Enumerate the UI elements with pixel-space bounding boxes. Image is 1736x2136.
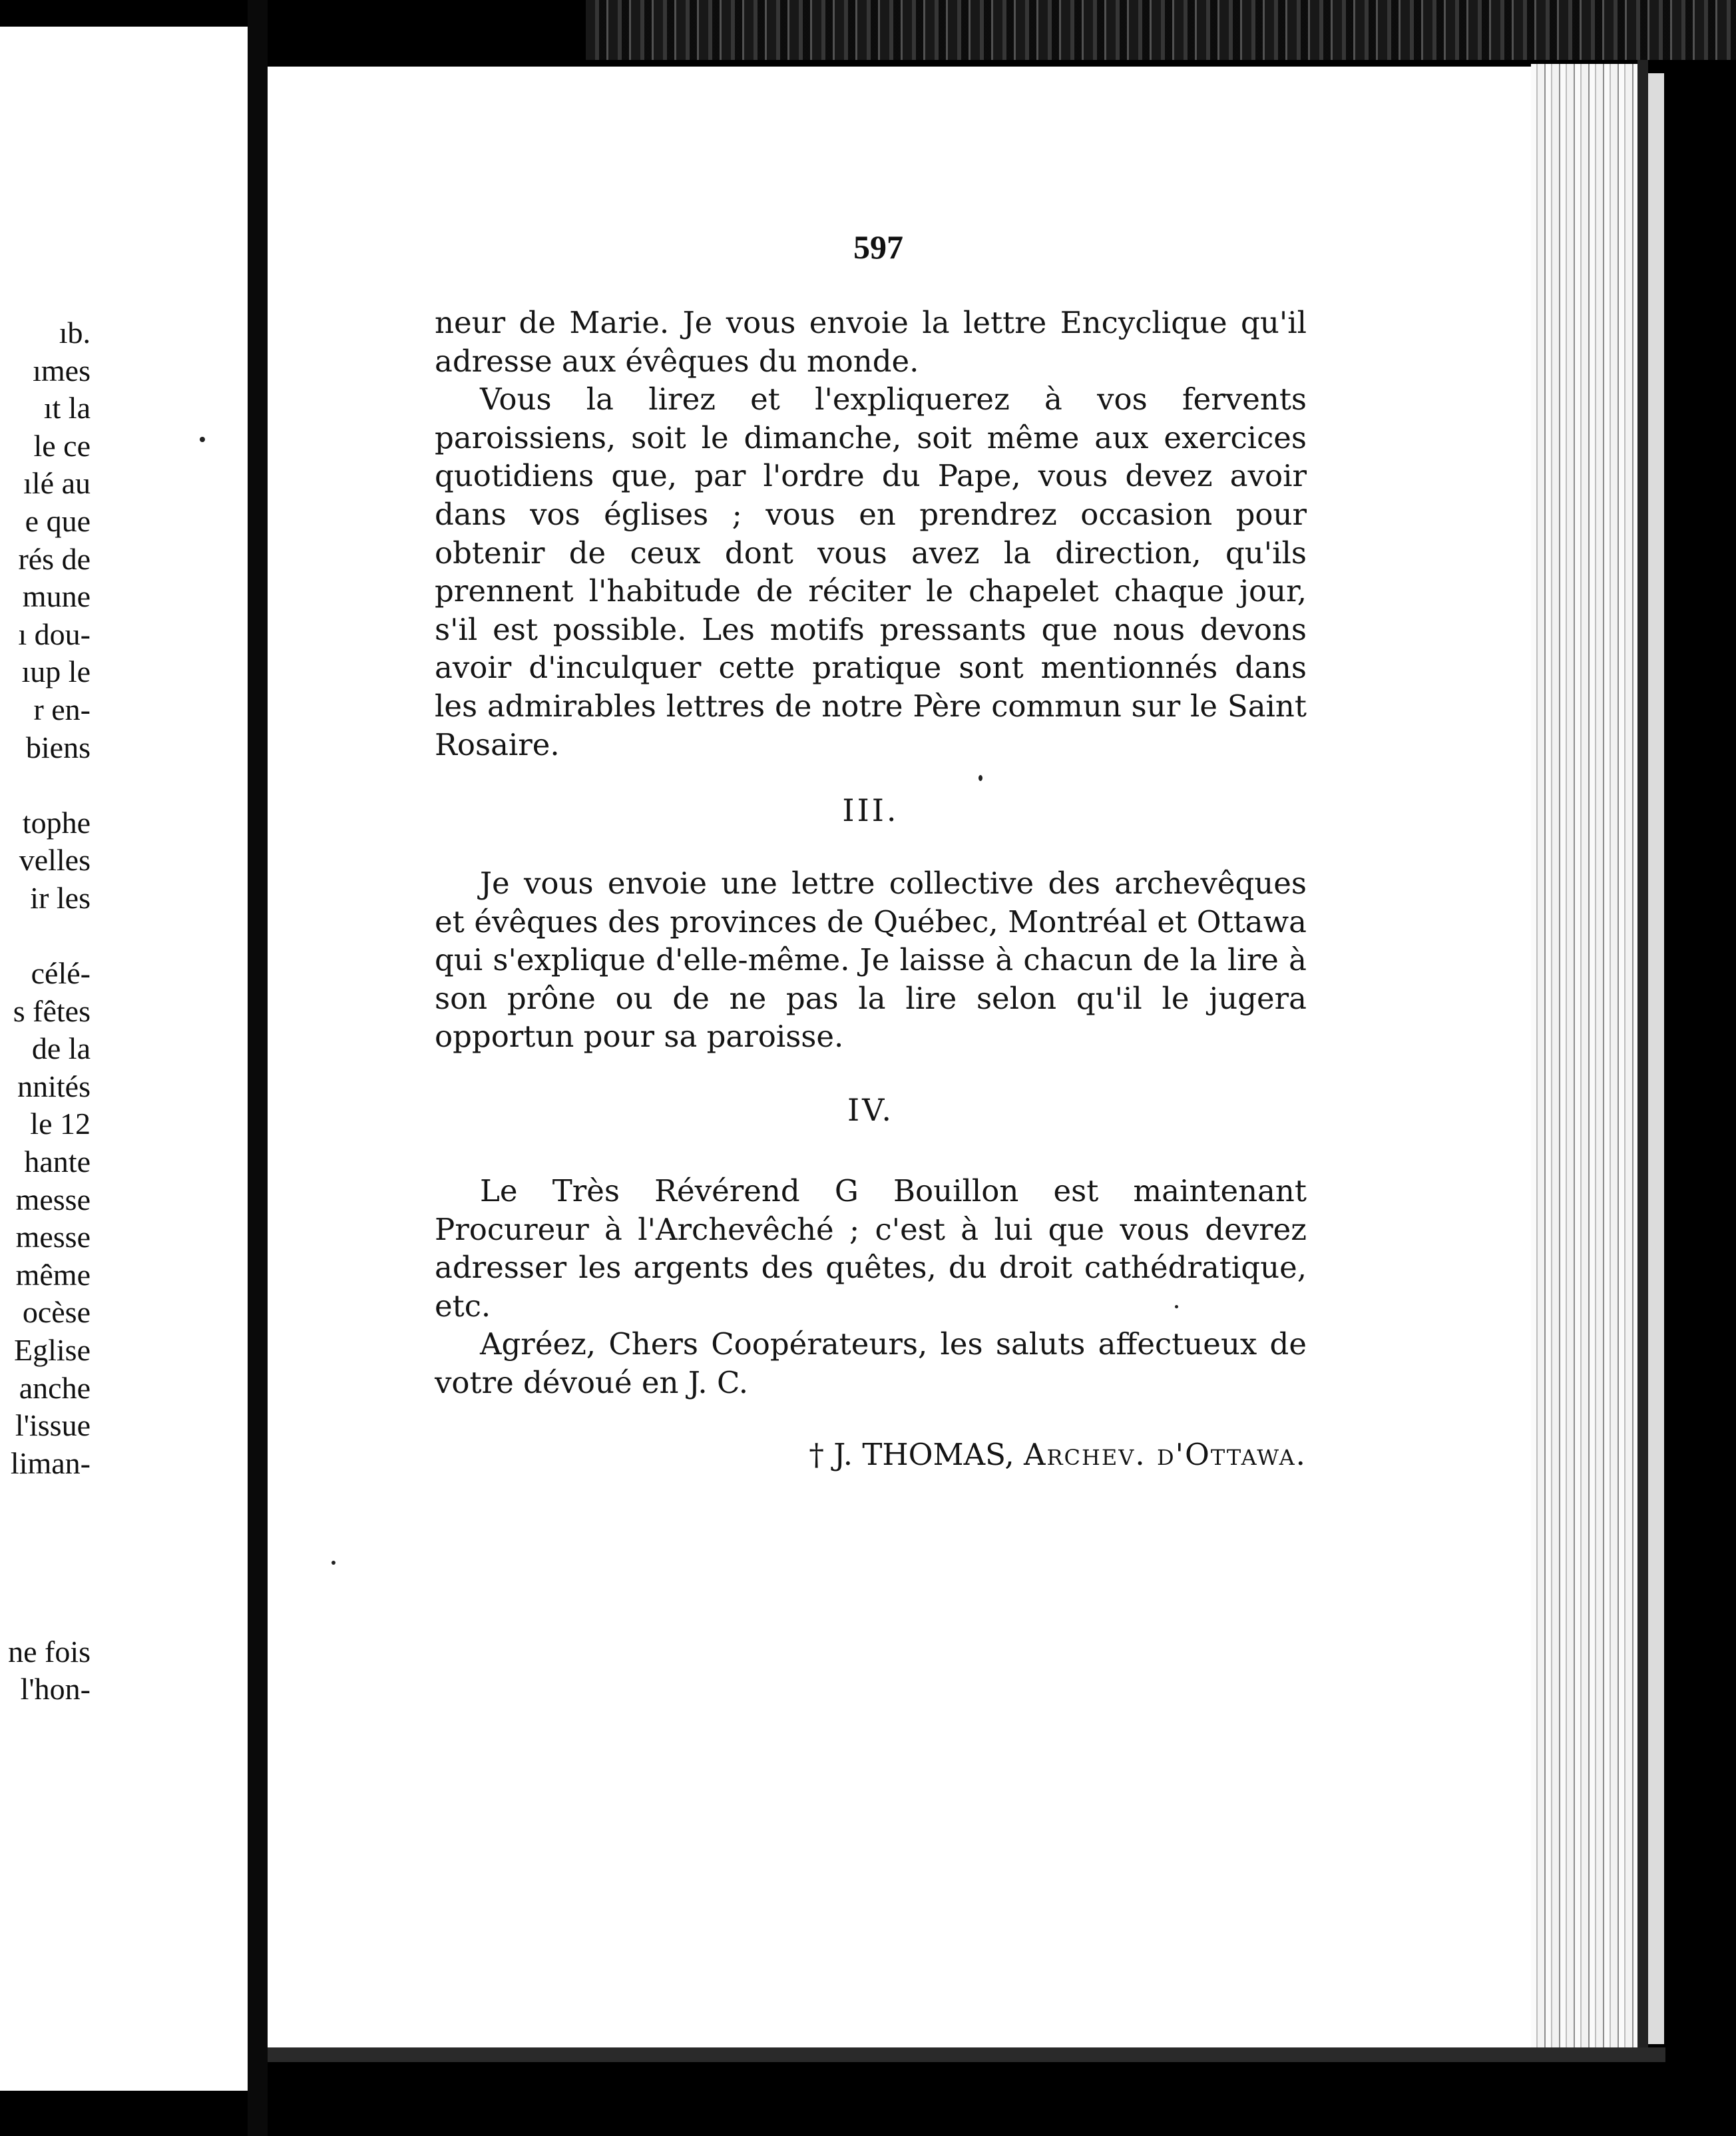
opening-paragraph — [435, 304, 1307, 764]
scan-speck — [978, 775, 982, 781]
left-page-line: même — [15, 1257, 91, 1292]
paragraph-1: neur de Marie. Je vous envoie la lettre Encyclique qu'il adresse aux évêques du monde. — [435, 305, 1307, 379]
section-heading-4: IV. — [847, 1092, 894, 1128]
left-page-line — [8, 1558, 91, 1596]
left-page-line: ocèse — [22, 1295, 91, 1330]
left-page-line — [8, 918, 91, 955]
left-page-line — [8, 1520, 91, 1558]
left-page-line: r en- — [33, 692, 91, 726]
left-page-line: liman- — [10, 1446, 91, 1480]
cover-edge-highlight — [1648, 73, 1664, 2044]
left-page-line: anche — [19, 1370, 91, 1405]
closing-paragraph: Agréez, Chers Coopérateurs, les saluts affectueux de votre dévoué en J. C. — [435, 1326, 1307, 1400]
left-page-line: e que — [25, 503, 91, 538]
section-4-body — [435, 1172, 1307, 1402]
left-page-line: ıb. — [59, 316, 91, 350]
left-page-line: nnités — [17, 1069, 91, 1103]
section-heading-3: III. — [842, 792, 899, 828]
left-page-line: ıup le — [21, 655, 91, 689]
section-4-paragraph: Le Très Révérend G Bouillon est maintenant Procureur à l'Archevêché ; c'est à lui que vous devrez adresser les argents des quêtes, du droit cathédratique, etc. — [435, 1173, 1307, 1324]
scan-speck — [1175, 1305, 1178, 1308]
paragraph-2: Vous la lirez et l'expliquerez à vos fervents paroissiens, soit le dimanche, soit même aux exercices quotidiens que, par l'ordre du Pape, vous devez avoir dans vos églises ; vous en prendrez occasion pour obtenir de ceux dont vous avez la direction, qu'ils prennent l'habitude de réciter le chapelet chaque jour, s'il est possible. Les motifs pressants que nous devons avoir d'inculquer cette pratique sont mentionnés dans les admirables lettres de notre Père commun sur le Saint Rosaire. — [435, 382, 1307, 762]
left-page-line: Eglise — [14, 1333, 91, 1368]
signature — [809, 1437, 1307, 1472]
left-page-text-fragments — [8, 314, 91, 1709]
left-page-line: messe — [15, 1220, 91, 1254]
left-page-line: rés de — [18, 541, 91, 576]
left-page-line: velles — [19, 843, 91, 878]
left-page-line: ir les — [30, 880, 91, 915]
signature-title: Archev. d'Ottawa. — [1023, 1437, 1307, 1472]
left-page-line: tophe — [22, 805, 91, 840]
left-page-line: le ce — [33, 428, 91, 463]
left-page-line: mune — [22, 579, 91, 614]
scan-speck — [200, 437, 205, 442]
signature-name: † J. THOMAS, — [809, 1437, 1014, 1472]
left-page-line: le 12 — [30, 1107, 91, 1141]
stacked-page-edges — [1531, 64, 1637, 2048]
left-page-line — [8, 1482, 91, 1520]
left-page-line — [8, 766, 91, 804]
left-page-line: ne fois — [8, 1634, 91, 1669]
cover-edge — [1637, 60, 1648, 2057]
left-page-line — [8, 1595, 91, 1633]
left-page-line: l'issue — [15, 1408, 91, 1443]
left-page-line: hante — [24, 1145, 91, 1179]
top-page-edge — [586, 0, 1736, 60]
left-page-line: ımes — [33, 353, 91, 388]
left-page-line: célé- — [31, 956, 91, 991]
page-number: 597 — [853, 228, 903, 266]
left-page-line: biens — [25, 730, 91, 764]
left-page-line: ılé au — [23, 466, 91, 501]
left-page-line: l'hon- — [20, 1672, 91, 1707]
scan-speck — [331, 1561, 335, 1565]
left-page-line: messe — [15, 1182, 91, 1216]
section-3-paragraph: Je vous envoie une lettre collective des archevêques et évêques des provinces de Québec, Montréal et Ottawa qui s'explique d'elle-même. Je laisse à chacun de la lire à son prône ou de ne pas la lire selon qu'il le jugera opportun pour sa paroisse. — [435, 866, 1307, 1055]
left-page-line: ıt la — [43, 391, 91, 425]
section-3-body — [435, 864, 1307, 1056]
left-facing-page — [0, 27, 248, 2091]
left-page-line: de la — [31, 1031, 91, 1066]
book-gutter — [248, 0, 268, 2136]
left-page-line: ı dou- — [18, 617, 91, 651]
left-page-line: s fêtes — [13, 993, 91, 1028]
bottom-shadow — [268, 2047, 1665, 2062]
